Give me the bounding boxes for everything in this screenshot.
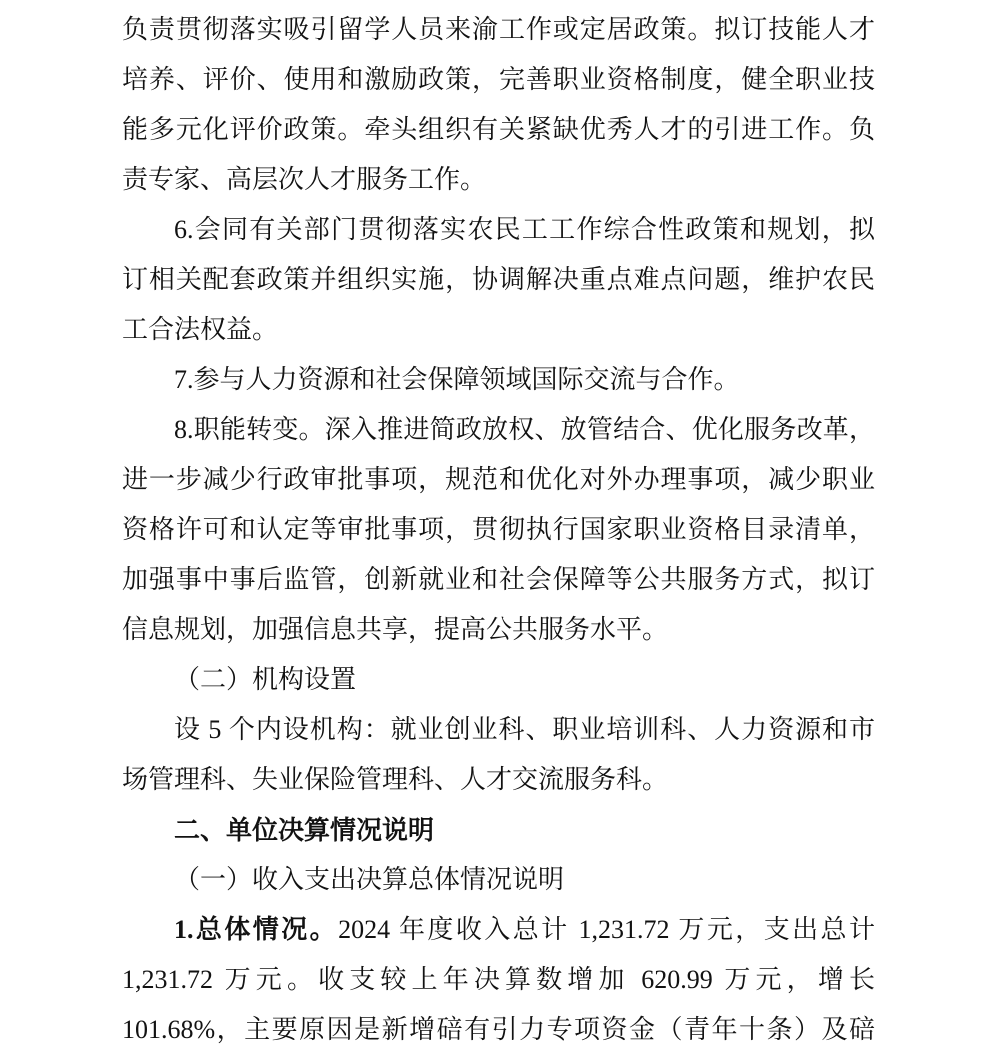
- text-line-6: 订相关配套政策并组织实施，协调解决重点难点问题，维护农民: [122, 265, 875, 294]
- bold-run: 1.总体情况。: [174, 915, 339, 944]
- text-line-14: （二）机构设置: [174, 665, 357, 694]
- text-line-15: 设 5 个内设机构：就业创业科、职业培训科、人力资源和市: [174, 715, 875, 744]
- document-body: [122, 5, 875, 1055]
- text-line-8: 7.参与人力资源和社会保障领域国际交流与合作。: [174, 365, 740, 394]
- text-line-10: 进一步减少行政审批事项，规范和优化对外办理事项，减少职业: [122, 465, 875, 494]
- text-line-13: 信息规划，加强信息共享，提高公共服务水平。: [122, 615, 669, 644]
- text-line-21: 101.68%，主要原因是新增碚有引力专项资金（青年十条）及碚: [122, 1015, 875, 1044]
- text-line-16: 场管理科、失业保险管理科、人才交流服务科。: [122, 765, 669, 794]
- text-line-12: 加强事中事后监管，创新就业和社会保障等公共服务方式，拟订: [122, 565, 875, 594]
- text-line-11: 资格许可和认定等审批事项，贯彻执行国家职业资格目录清单，: [122, 515, 875, 544]
- text-line-3: 能多元化评价政策。牵头组织有关紧缺优秀人才的引进工作。负: [122, 115, 875, 144]
- text-line-9: 8.职能转变。深入推进简政放权、放管结合、优化服务改革，: [174, 415, 875, 444]
- text-line-7: 工合法权益。: [122, 315, 279, 344]
- text-line-2: 培养、评价、使用和激励政策，完善职业资格制度，健全职业技: [122, 65, 875, 94]
- text-line-1: 负责贯彻落实吸引留学人员来渝工作或定居政策。拟订技能人才: [122, 15, 875, 44]
- text-line-5: 6.会同有关部门贯彻落实农民工工作综合性政策和规划，拟: [174, 215, 875, 244]
- text-line-4: 责专家、高层次人才服务工作。: [122, 165, 487, 194]
- text-line-20: 1,231.72 万元。收支较上年决算数增加 620.99 万元，增长: [122, 965, 875, 994]
- text-line-17: 二、单位决算情况说明: [174, 815, 435, 845]
- text-line-19: 1.总体情况。2024 年度收入总计 1,231.72 万元，支出总计: [174, 915, 875, 944]
- text-line-18: （一）收入支出决算总体情况说明: [174, 865, 565, 894]
